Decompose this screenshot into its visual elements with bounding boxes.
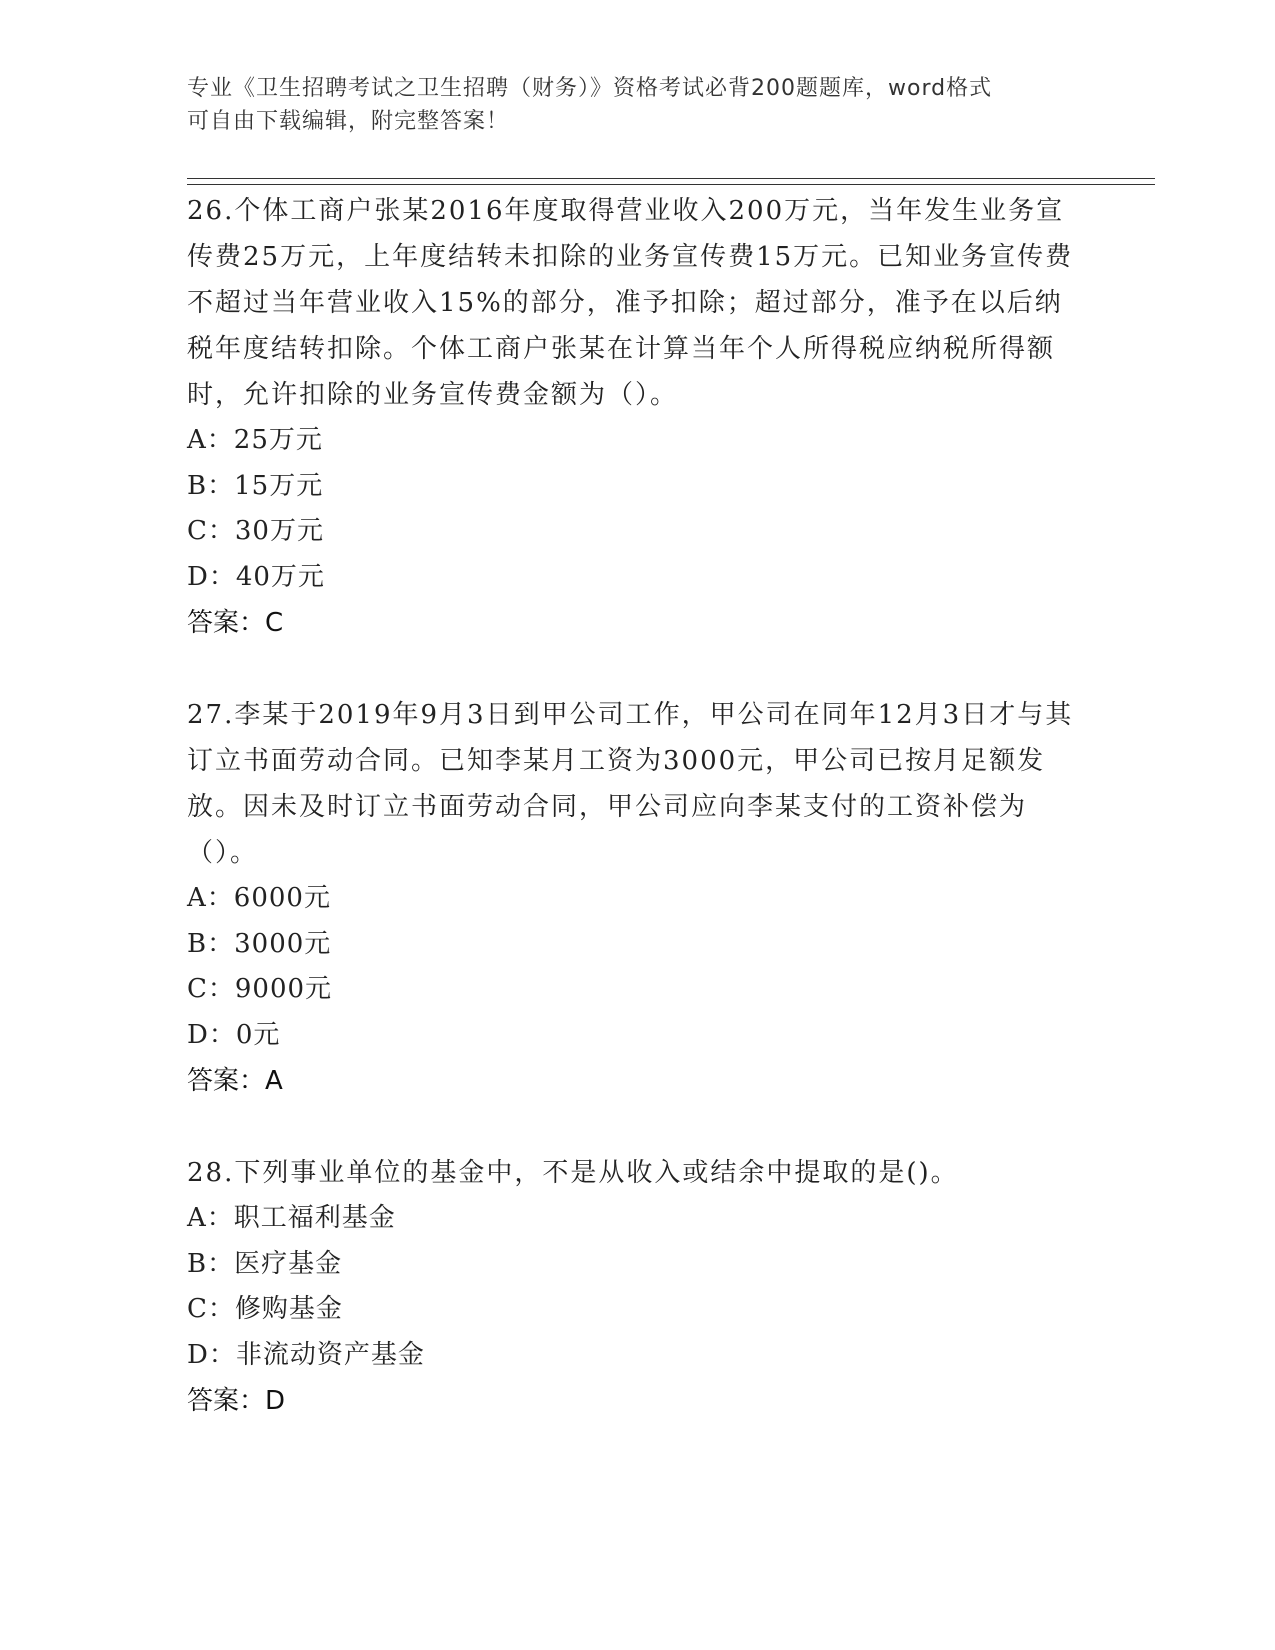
header-line-2: 可自由下载编辑，附完整答案！ xyxy=(187,109,510,134)
option-c: C：9000元 xyxy=(187,974,333,1004)
option-d: D：0元 xyxy=(187,1019,281,1050)
question-28 xyxy=(187,1150,1087,1424)
option-b: B：3000元 xyxy=(187,928,332,959)
option-b: B：医疗基金 xyxy=(187,1248,343,1279)
answer-line: 答案：A xyxy=(187,1066,283,1096)
header-divider-bottom xyxy=(187,184,1155,185)
option-d: D：40万元 xyxy=(187,561,325,592)
header-line-1: 专业《卫生招聘考试之卫生招聘（财务）》资格考试必背200题题库，word格式 xyxy=(187,76,993,101)
question-26 xyxy=(187,188,1087,646)
option-a: A：职工福利基金 xyxy=(187,1203,396,1233)
question-stem: 28.下列事业单位的基金中，不是从收入或结余中提取的是()。 xyxy=(187,1158,959,1188)
answer-line: 答案：D xyxy=(187,1386,286,1416)
question-spacer xyxy=(187,646,1087,692)
question-stem: 27.李某于2019年9月3日到甲公司工作，甲公司在同年12月3日才与其订立书面劳动合同。已知李某月工资为3000元，甲公司已按月足额发放。因未及时订立书面劳动合同，甲公司应向李某支付的工资补偿为（）。 xyxy=(187,700,1074,868)
option-a: A：6000元 xyxy=(187,883,331,913)
option-d: D：非流动资产基金 xyxy=(187,1339,425,1370)
question-list xyxy=(187,188,1087,1424)
answer-line: 答案：C xyxy=(187,608,284,638)
question-stem: 26.个体工商户张某2016年度取得营业收入200万元，当年发生业务宣传费25万元，上年度结转未扣除的业务宣传费15万元。已知业务宣传费不超过当年营业收入15%的部分，准予扣除；超过部分，准予在以后纳税年度结转扣除。个体工商户张某在计算当年个人所得税应纳税所得额时，允许扣除的业务宣传费金额为（）。 xyxy=(187,196,1074,410)
question-27 xyxy=(187,692,1087,1104)
document-header xyxy=(187,72,1087,138)
option-c: C：30万元 xyxy=(187,516,324,546)
option-c: C：修购基金 xyxy=(187,1294,343,1324)
header-divider-top xyxy=(187,178,1155,179)
option-b: B：15万元 xyxy=(187,470,324,501)
question-spacer xyxy=(187,1104,1087,1150)
option-a: A：25万元 xyxy=(187,425,323,455)
